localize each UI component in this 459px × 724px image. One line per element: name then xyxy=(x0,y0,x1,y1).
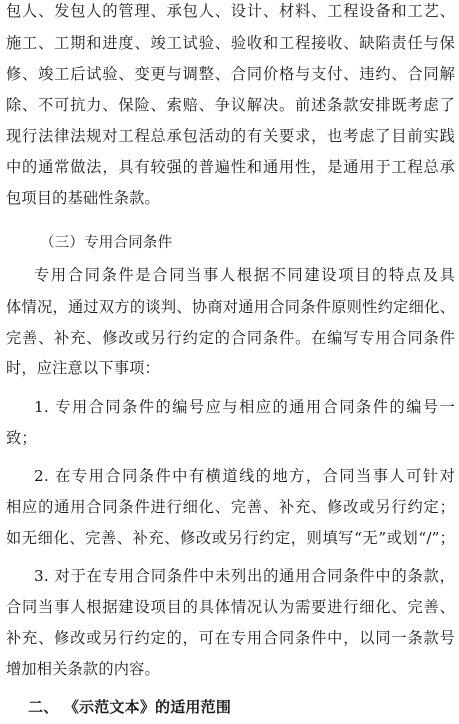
body-text-line: 除、不可抗力、保险、索赔、争议解决。前述条款安排既考虑了 xyxy=(6,96,455,114)
body-text-line: 施工、工期和进度、竣工试验、验收和工程接收、缺陷责任与保 xyxy=(6,34,455,52)
list-item-line: 补充、修改或另行约定的，可在专用合同条件中，以同一条款号 xyxy=(6,629,455,647)
body-text-line: 包项目的基础性条款。 xyxy=(6,189,160,207)
list-item-line: 合同当事人根据建设项目的具体情况认为需要进行细化、完善、 xyxy=(6,598,455,616)
body-text-line: 包人、发包人的管理、承包人、设计、材料、工程设备和工艺、 xyxy=(6,2,455,20)
list-item-line: 1. 专用合同条件的编号应与相应的通用合同条件的编号一 xyxy=(34,398,455,416)
body-text-line: 时，应注意以下事项： xyxy=(6,359,160,377)
section-heading: （三）专用合同条件 xyxy=(40,235,173,251)
body-text-line: 体情况，通过双方的谈判、协商对通用合同条件原则性约定细化、 xyxy=(6,298,455,316)
list-item-line: 3. 对于在专用合同条件中未列出的通用合同条件中的条款， xyxy=(34,567,455,585)
section-heading: 二、 《示范文本》的适用范围 xyxy=(28,698,232,716)
body-text-line: 专用合同条件是合同当事人根据不同建设项目的特点及具 xyxy=(34,266,455,284)
list-item-line: 如无细化、完善、补充、修改或另行约定，则填写“无”或划“/”； xyxy=(6,529,455,547)
body-text-line: 完善、补充、修改或另行约定的合同条件。在编写专用合同条件 xyxy=(6,329,455,347)
list-item-line: 致； xyxy=(6,429,37,447)
list-item-line: 相应的通用合同条件进行细化、完善、补充、修改或另行约定； xyxy=(6,498,455,516)
body-text-line: 修、竣工后试验、变更与调整、合同价格与支付、违约、合同解 xyxy=(6,65,455,83)
body-text-line: 现行法律法规对工程总承包活动的有关要求，也考虑了目前实践 xyxy=(6,127,455,145)
body-text-line: 中的通常做法，具有较强的普遍性和通用性，是通用于工程总承 xyxy=(6,158,455,176)
list-item-line: 2. 在专用合同条件中有横道线的地方，合同当事人可针对 xyxy=(34,467,455,485)
list-item-line: 增加相关条款的内容。 xyxy=(6,660,160,678)
